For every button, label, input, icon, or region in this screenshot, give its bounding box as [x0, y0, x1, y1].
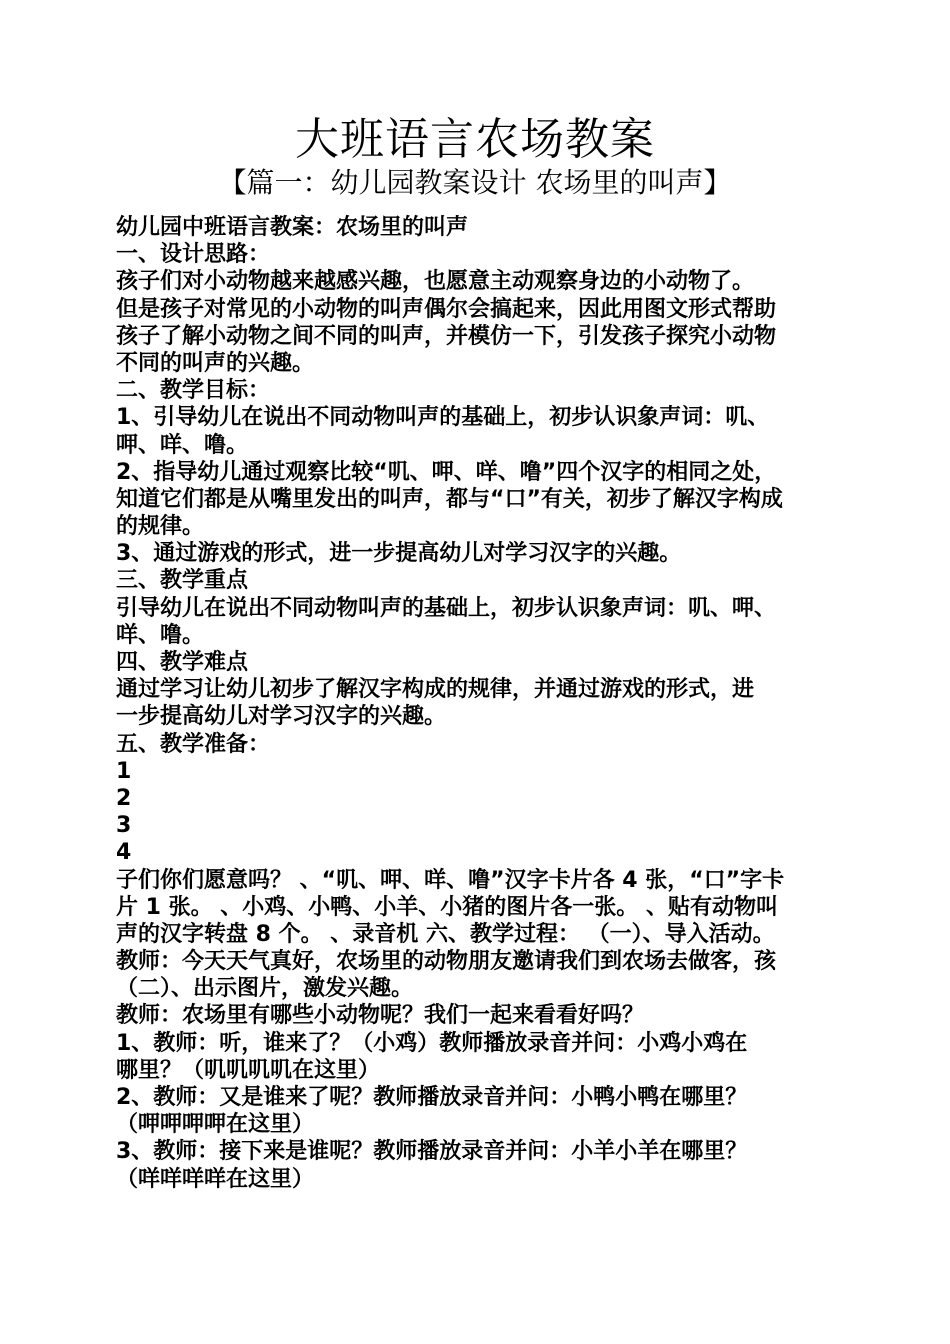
- body-line: （呷呷呷呷在这里）: [116, 1112, 315, 1138]
- body-line: 三、教学重点: [116, 568, 249, 594]
- document-title: 大班语言农场教案: [295, 114, 655, 165]
- body-line: 通过学习让幼儿初步了解汉字构成的规律，并通过游戏的形式，进: [116, 677, 755, 703]
- body-line: 1、教师：听，谁来了？（小鸡）教师播放录音并问：小鸡小鸡在: [116, 1030, 748, 1056]
- document-body: [116, 214, 840, 1193]
- body-line: 不同的叫声的兴趣。: [116, 350, 315, 376]
- body-line: 二、教学目标：: [116, 378, 271, 404]
- body-line: 一步提高幼儿对学习汉字的兴趣。: [116, 704, 447, 730]
- body-line: 孩子们对小动物越来越感兴趣，也愿意主动观察身边的小动物了。: [116, 269, 755, 295]
- body-line: 1: [116, 758, 132, 784]
- body-line: 2、指导幼儿通过观察比较“叽、呷、咩、噜”四个汉字的相同之处，: [116, 459, 777, 485]
- body-line: 3、通过游戏的形式，进一步提高幼儿对学习汉字的兴趣。: [116, 541, 682, 567]
- body-line: 4: [116, 840, 132, 866]
- body-line: 四、教学难点: [116, 650, 249, 675]
- body-line: （咩咩咩咩在这里）: [116, 1166, 315, 1192]
- body-line: 咩、噜。: [116, 622, 205, 648]
- body-line: 1、引导幼儿在说出不同动物叫声的基础上，初步认识象声词：叽、: [116, 405, 770, 431]
- body-line: 孩子了解小动物之间不同的叫声，并模仿一下，引发孩子探究小动物: [116, 323, 777, 349]
- body-line: 呷、咩、噜。: [116, 432, 249, 458]
- body-line: 哪里？（叽叽叽叽在这里）: [116, 1057, 381, 1083]
- body-line: 片 1 张。 、小鸡、小鸭、小羊、小猪的图片各一张。 、贴有动物叫: [116, 894, 778, 920]
- body-line: 一、设计思路：: [116, 242, 271, 268]
- body-line: 3: [116, 813, 132, 839]
- document-subtitle: 【篇一：幼儿园教案设计 农场里的叫声】: [218, 166, 732, 199]
- body-line: 五、教学准备：: [116, 731, 271, 757]
- body-line: 引导幼儿在说出不同动物叫声的基础上，初步认识象声词：叽、呷、: [116, 595, 777, 621]
- body-line: 2: [116, 785, 132, 811]
- body-line: 声的汉字转盘 8 个。 、录音机 六、教学过程： （一）、导入活动。: [116, 921, 775, 947]
- body-line: （二）、出示图片，激发兴趣。: [116, 976, 414, 1002]
- body-line: 的规律。: [116, 514, 205, 540]
- body-line: 知道它们都是从嘴里发出的叫声，都与“口”有关，初步了解汉字构成: [116, 486, 783, 512]
- body-line: 2、教师：又是谁来了呢？教师播放录音并问：小鸭小鸭在哪里？: [116, 1085, 748, 1110]
- body-line: 3、教师：接下来是谁呢？教师播放录音并问：小羊小羊在哪里？: [116, 1139, 748, 1165]
- body-line: 子们你们愿意吗？ 、“叽、呷、咩、噜”汉字卡片各 4 张，“口”字卡: [116, 867, 785, 893]
- body-line: 但是孩子对常见的小动物的叫声偶尔会搞起来，因此用图文形式帮助: [116, 296, 777, 322]
- body-line: 教师：农场里有哪些小动物呢？我们一起来看看好吗？: [116, 1003, 645, 1029]
- body-line: 幼儿园中班语言教案：农场里的叫声: [116, 215, 469, 240]
- body-line: 教师：今天天气真好，农场里的动物朋友邀请我们到农场去做客，孩: [116, 949, 777, 975]
